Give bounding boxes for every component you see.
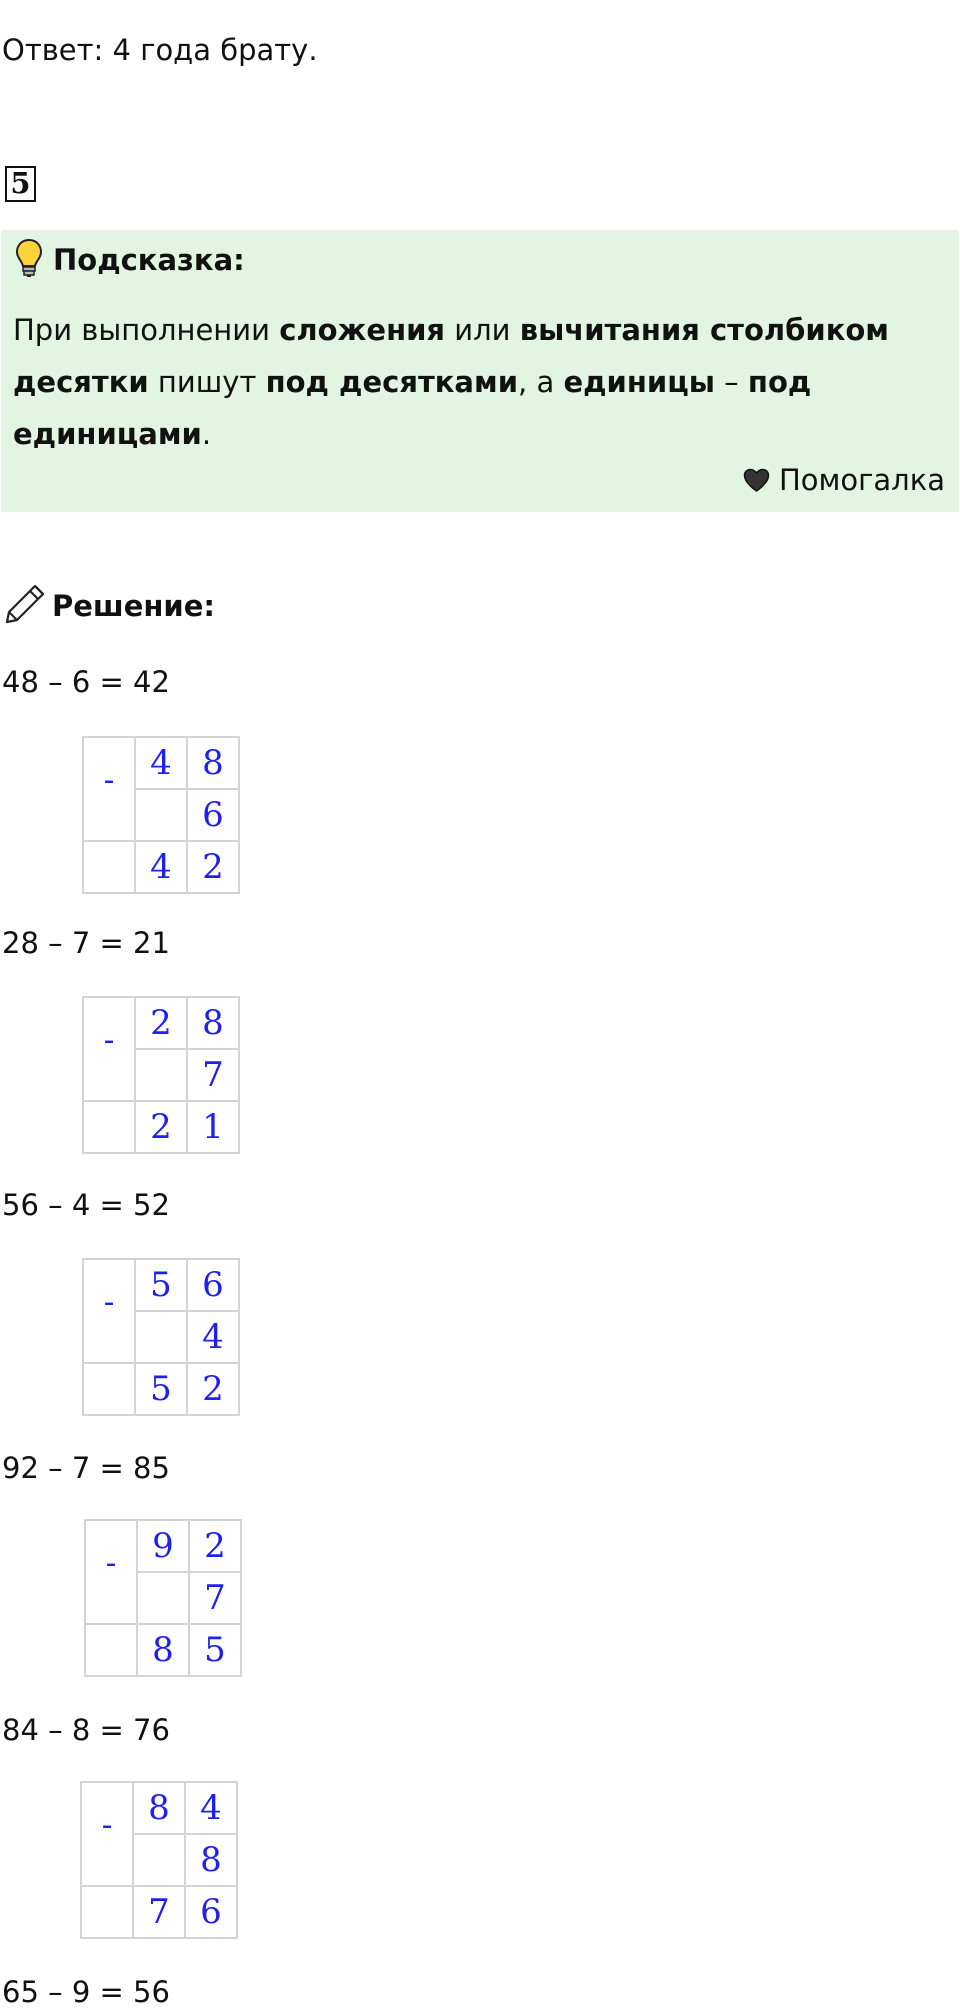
units-digit: 4 [185,1782,237,1834]
units-digit: 8 [187,997,239,1049]
tens-digit: 5 [135,1259,187,1311]
tens-digit [133,1834,185,1886]
brand-name: Помогалка [779,463,945,497]
minus-sign: - [85,1520,137,1624]
column-subtraction [84,1519,242,1677]
units-digit: 6 [187,1259,239,1311]
solution-header [4,582,215,630]
tens-digit: 2 [135,997,187,1049]
heart-icon [743,468,770,492]
tens-digit: 5 [135,1363,187,1415]
tens-digit: 8 [137,1624,189,1676]
units-digit: 2 [187,1363,239,1415]
units-digit: 7 [187,1049,239,1101]
hint-header [15,238,245,282]
tens-digit [135,1311,187,1363]
lightbulb-icon [15,238,43,282]
units-digit: 8 [185,1834,237,1886]
task-number-box: 5 [5,166,36,202]
equation: 28 – 7 = 21 [2,926,170,960]
empty-cell [81,1886,133,1938]
units-digit: 6 [185,1886,237,1938]
hint-title: Подсказка: [53,243,245,277]
hint-text-run: При выполнении [13,313,280,347]
column-subtraction [80,1781,238,1939]
tens-digit: 4 [135,841,187,893]
hint-box [1,230,959,512]
minus-sign: - [81,1782,133,1886]
equation: 65 – 9 = 56 [2,1975,170,2009]
units-digit: 4 [187,1311,239,1363]
empty-cell [85,1624,137,1676]
units-digit: 8 [187,737,239,789]
units-digit: 2 [187,841,239,893]
units-digit: 2 [189,1520,241,1572]
column-subtraction [82,736,240,894]
hint-text [13,304,943,460]
hint-text-run: пишут [148,365,266,399]
equation: 92 – 7 = 85 [2,1451,170,1485]
tens-digit: 9 [137,1520,189,1572]
hint-bold-term: сложения [279,313,446,347]
tens-digit [135,789,187,841]
hint-bold-term: под единицами [13,365,812,451]
column-subtraction [82,1258,240,1416]
minus-sign: - [83,997,135,1101]
minus-sign: - [83,1259,135,1363]
tens-digit: 2 [135,1101,187,1153]
tens-digit [135,1049,187,1101]
tens-digit [137,1572,189,1624]
equation: 48 – 6 = 42 [2,665,170,699]
units-digit: 5 [189,1624,241,1676]
equation: 56 – 4 = 52 [2,1188,170,1222]
empty-cell [83,1363,135,1415]
brand-link[interactable] [743,462,945,498]
hint-text-run: или [445,313,520,347]
empty-cell [83,841,135,893]
answer-line: Ответ: 4 года брату. [2,33,318,67]
empty-cell [83,1101,135,1153]
column-subtraction [82,996,240,1154]
units-digit: 6 [187,789,239,841]
hint-text-run: – [714,365,748,399]
tens-digit: 4 [135,737,187,789]
units-digit: 7 [189,1572,241,1624]
tens-digit: 7 [133,1886,185,1938]
solution-title: Решение: [52,589,216,623]
minus-sign: - [83,737,135,841]
hint-text-run: , а [518,365,564,399]
hint-text-run: . [201,417,212,451]
units-digit: 1 [187,1101,239,1153]
pencil-icon [4,583,46,629]
hint-bold-term: единицы [563,365,715,399]
tens-digit: 8 [133,1782,185,1834]
equation: 84 – 8 = 76 [2,1713,170,1747]
hint-bold-term: вычитания столбиком десятки [13,313,890,399]
hint-bold-term: под десятками [265,365,519,399]
